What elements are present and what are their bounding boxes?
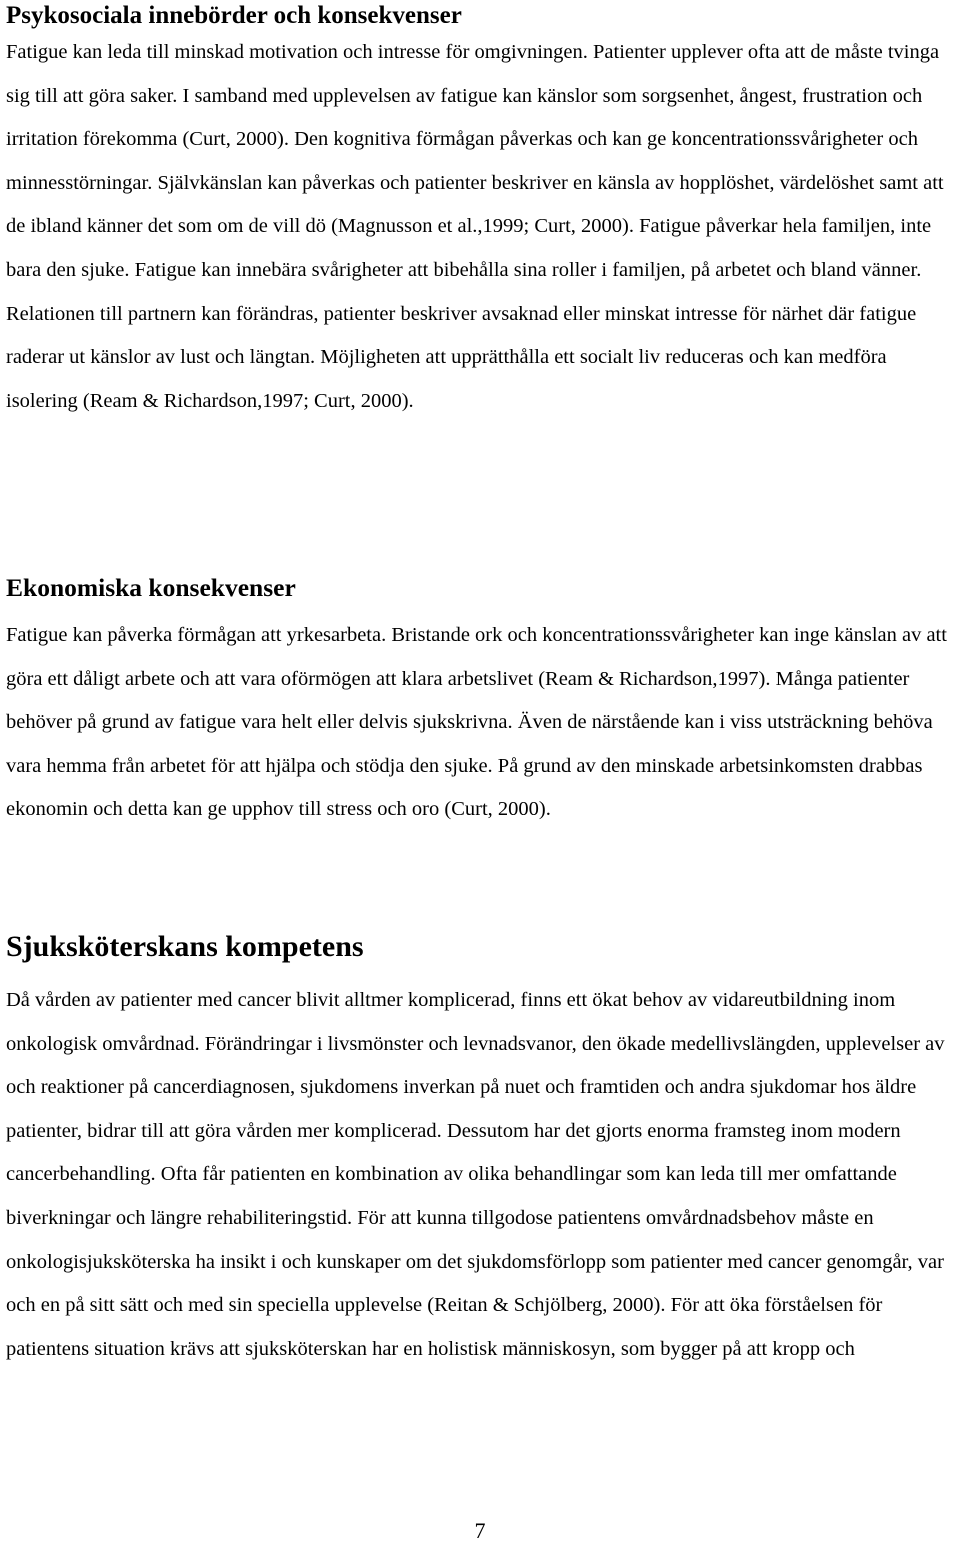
heading-ekonomiska: Ekonomiska konsekvenser bbox=[6, 573, 296, 602]
paragraph-ekonomiska: Fatigue kan påverka förmågan att yrkesarbeta. Bristande ork och koncentrationssvårigheter kan inge känslan av att göra ett dåligt arbete och att vara oförmögen att klara arbetslivet (Ream & Richardson,1997). Många patienter behöver på grund av fatigue vara helt eller delvis sjukskrivna. Även de närstående kan i viss utsträckning behöva vara hemma från arbetet för att hjälpa och stödja den sjuke. På grund av den minskade arbetsinkomsten drabbas ekonomin och detta kan ge upphov till stress och oro (Curt, 2000). bbox=[6, 624, 947, 821]
paragraph-psykosociala: Fatigue kan leda till minskad motivation och intresse för omgivningen. Patienter upplever ofta att de måste tvinga sig till att göra saker. I samband med upplevelsen av fatigue kan känslor som sorgsenhet, ångest, frustration och irritation förekomma (Curt, 2000). Den kognitiva förmågan påverkas och kan ge koncentrationssvårigheter och minnesstörningar. Självkänslan kan påverkas och patienter beskriver en känsla av hopplöshet, värdelöshet samt att de ibland känner det som om de vill dö (Magnusson et al.,1999; Curt, 2000). Fatigue påverkar hela familjen, inte bara den sjuke. Fatigue kan innebära svårigheter att bibehålla sina roller i familjen, på arbetet och bland vänner. Relationen till partnern kan förändras, patienter beskriver avsaknad eller minskat intresse för närhet där fatigue raderar ut känslor av lust och längtan. Möjligheten att upprätthålla ett socialt liv reduceras och kan medföra isolering (Ream & Richardson,1997; Curt, 2000). bbox=[6, 41, 944, 412]
heading-psykosociala: Psykosociala innebörder och konsekvenser bbox=[6, 2, 462, 29]
page-number: 7 bbox=[474, 1518, 486, 1543]
paragraph-sjukskoterskans-kompetens: Då vården av patienter med cancer blivit alltmer komplicerad, finns ett ökat behov av vidareutbildning inom onkologisk omvårdnad. Förändringar i livsmönster och levnadsvanor, den ökade medellivslängden, upplevelser av och reaktioner på cancerdiagnosen, sjukdomens inverkan på nuet och framtiden och andra sjukdomar hos äldre patienter, bidrar till att göra vården mer komplicerad. Dessutom har det gjorts enorma framsteg inom modern cancerbehandling. Ofta får patienten en kombination av olika behandlingar som kan leda till mer omfattande biverkningar och längre rehabiliteringstid. För att kunna tillgodose patientens omvårdnadsbehov måste en onkologisjuksköterska ha insikt i och kunskaper om det sjukdomsförlopp som patienter med cancer genomgår, var och en på sitt sätt och med sin speciella upplevelse (Reitan & Schjölberg, 2000). För att öka förståelsen för patientens situation krävs att sjuksköterskan har en holistisk människosyn, som bygger på att kropp och bbox=[6, 989, 945, 1360]
page-content bbox=[6, 0, 952, 1360]
heading-sjukskoterskans-kompetens: Sjuksköterskans kompetens bbox=[6, 930, 364, 963]
